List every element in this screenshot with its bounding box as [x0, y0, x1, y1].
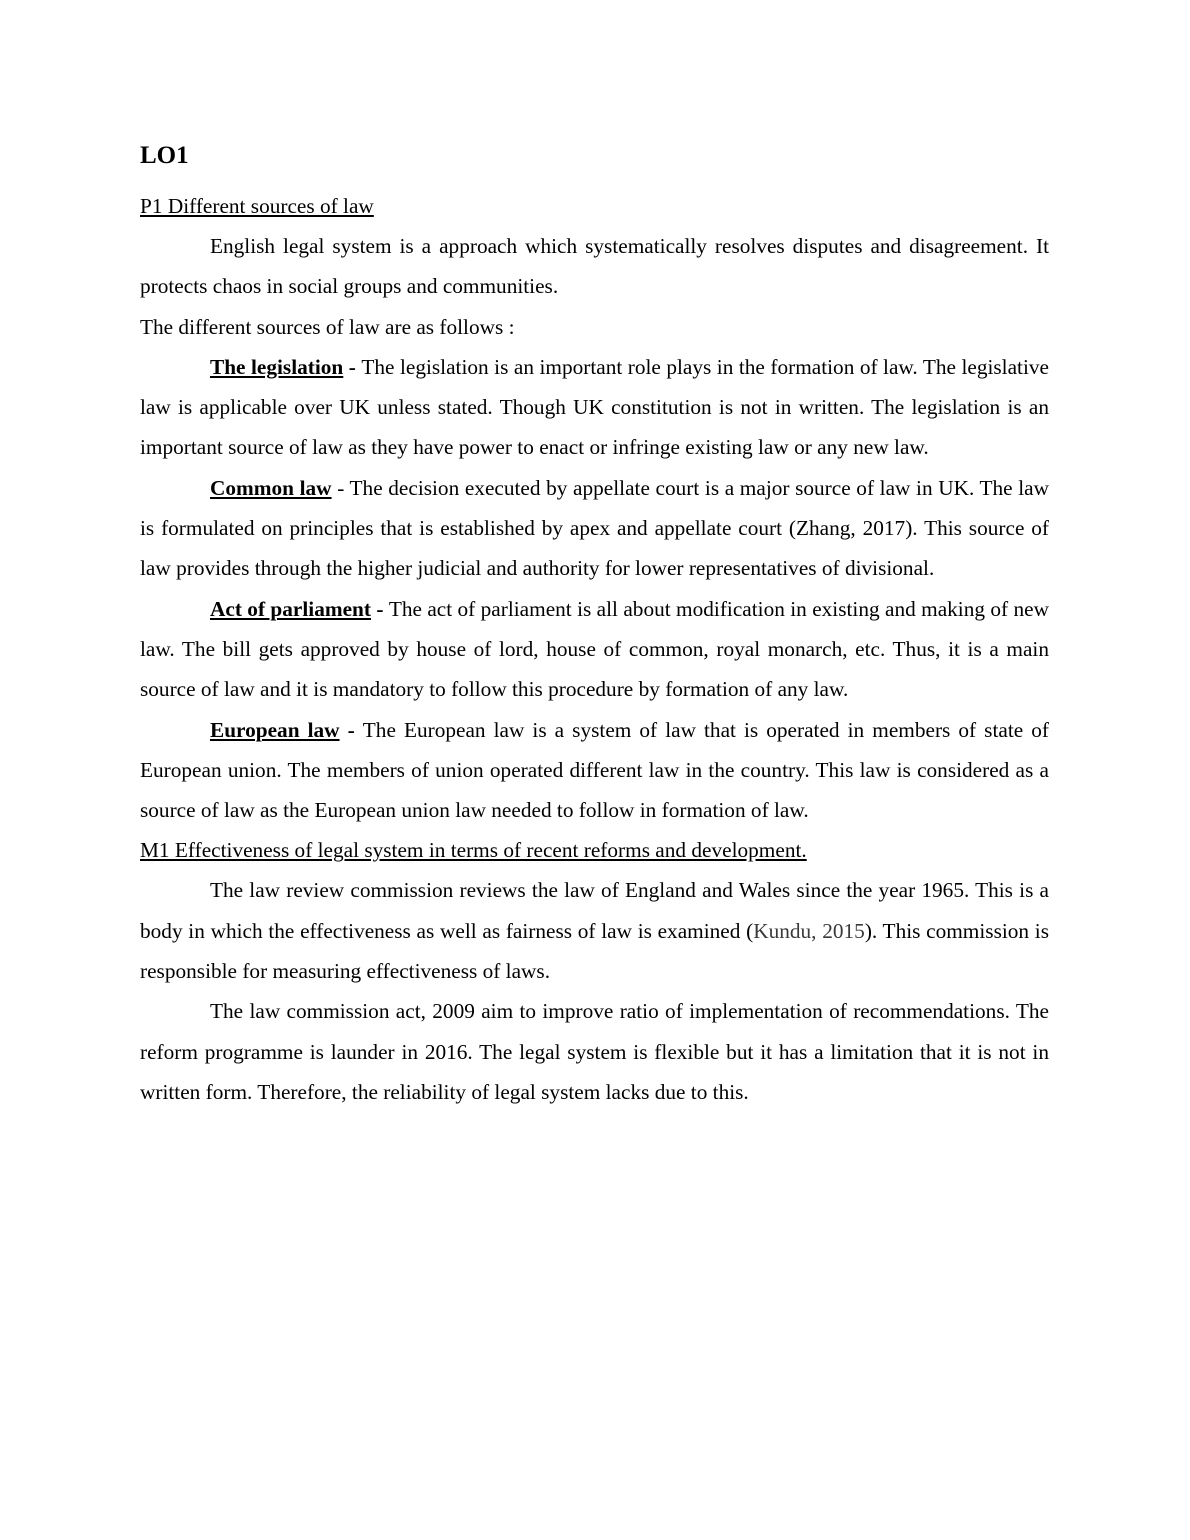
section-heading-p1: P1 Different sources of law — [140, 194, 374, 218]
source-term: Common law — [210, 475, 332, 500]
source-description: The act of parliament is all about modification in existing and making of new law. The bill gets approved by house of lord, house of common, royal monarch, etc. Thus, it is a main source of law and it is mandatory to follow this procedure by formation of any law. — [140, 596, 1049, 702]
paragraph-text: ). This commission is responsible for measuring effectiveness of laws. — [140, 918, 1049, 984]
source-separator: - — [331, 475, 350, 500]
intro-paragraph: English legal system is a approach which systematically resolves disputes and disagreement. It protects chaos in social groups and communities. — [140, 234, 1049, 299]
citation: Kundu, 2015 — [753, 918, 865, 943]
source-item-legislation — [140, 347, 1049, 468]
source-term: European law — [210, 717, 340, 742]
source-separator: - — [339, 717, 363, 742]
source-separator: - — [370, 596, 389, 621]
source-description: The European law is a system of law that is operated in members of state of European union. The members of union operated different law in the country. This law is considered as a source of law as the European union law needed to follow in formation of law. — [140, 717, 1050, 823]
source-separator: - — [343, 354, 362, 379]
section-heading-m1: M1 Effectiveness of legal system in terms of recent reforms and development. — [140, 838, 807, 863]
law-commission-act-paragraph: The law commission act, 2009 aim to improve ratio of implementation of recommendations. The reform programme is launder in 2016. The legal system is flexible but it has a limitation that it is not in written form. Therefore, the reliability of legal system lacks due to this. — [140, 999, 1049, 1104]
source-term: Act of parliament — [210, 596, 371, 621]
source-item-common-law — [140, 468, 1049, 589]
source-term: The legislation — [210, 354, 344, 379]
document-page — [140, 140, 1049, 1112]
law-commission-paragraph — [140, 870, 1049, 991]
sources-lead-line: The different sources of law are as follows : — [140, 314, 515, 339]
document-title: LO1 — [140, 142, 189, 169]
source-item-act-of-parliament — [140, 589, 1049, 710]
source-description: The decision executed by appellate court is a major source of law in UK. The law is formulated on principles that is established by apex and appellate court (Zhang, 2017). This source of law provides through the higher judicial and authority for lower representatives of divisional. — [140, 475, 1050, 581]
paragraph-text: The law review commission reviews the law of England and Wales since the year 1965. This is a body in which the effectiveness as well as fairness of law is examined ( — [140, 878, 1049, 943]
source-description: The legislation is an important role plays in the formation of law. The legislative law is applicable over UK unless stated. Though UK constitution is not in written. The legislation is an important source of law as they have power to enact or infringe existing law or any new law. — [140, 354, 1049, 460]
source-item-european-law — [140, 710, 1049, 831]
